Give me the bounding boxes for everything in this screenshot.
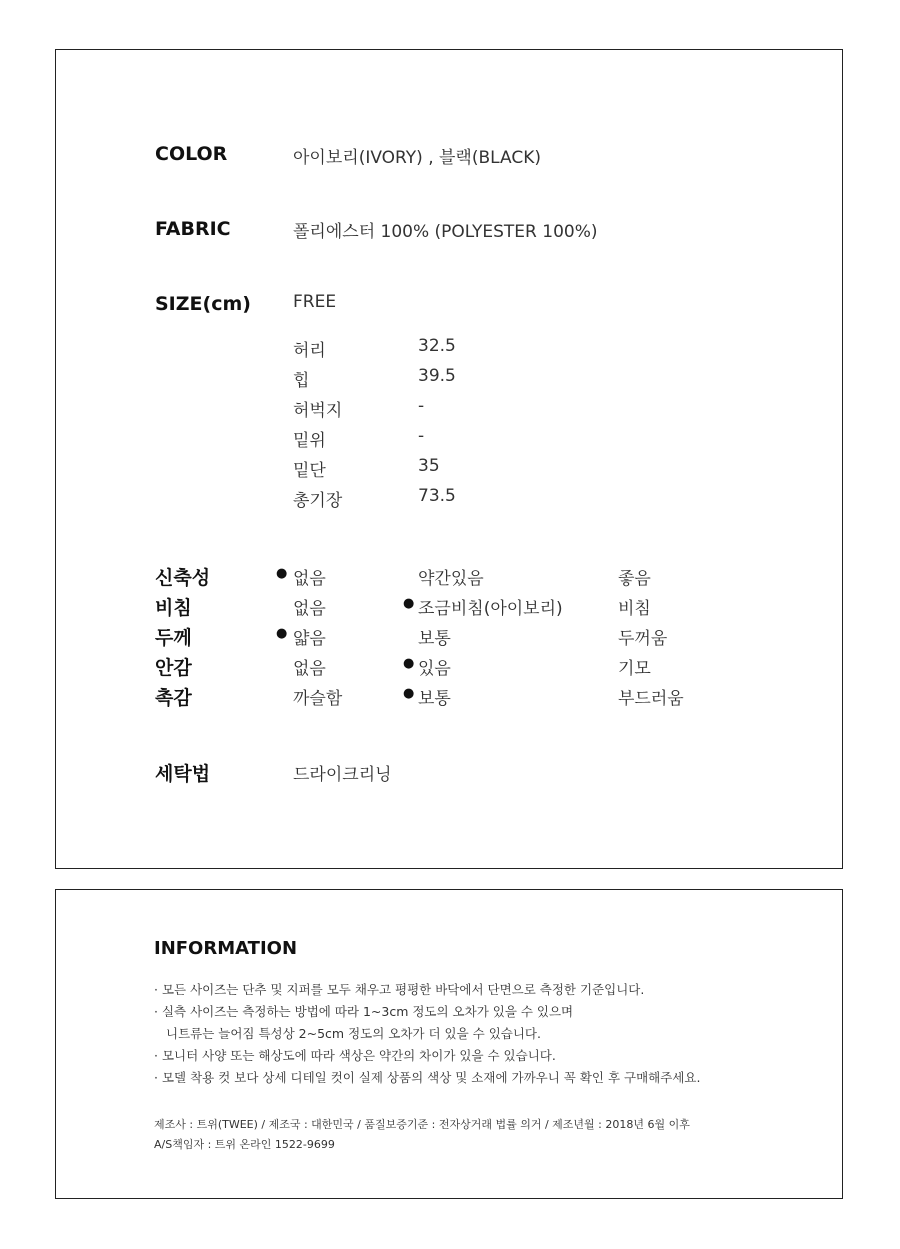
laundry-label: 세탁법 [155, 763, 211, 785]
selected-bullet-icon: ● [403, 686, 415, 701]
attr-label-sheerness: 비침 [155, 597, 192, 619]
fabric-value: 폴리에스터 100% (POLYESTER 100%) [293, 222, 598, 242]
size-row-name: 밑단 [293, 461, 326, 481]
laundry-value: 드라이크리닝 [293, 765, 392, 785]
info-line: 니트류는 늘어짐 특성상 2~5cm 정도의 오차가 더 있을 수 있습니다. [166, 1026, 541, 1041]
attr-option: 없음 [293, 599, 326, 619]
selected-bullet-icon: ● [403, 596, 415, 611]
size-row-value: 73.5 [418, 486, 456, 506]
attr-option: 있음 [418, 659, 451, 679]
info-line: · 모니터 사양 또는 해상도에 따라 색상은 약간의 차이가 있을 수 있습니다. [154, 1048, 556, 1063]
size-row-name: 밑위 [293, 431, 326, 451]
info-line: · 모든 사이즈는 단추 및 지퍼를 모두 채우고 평평한 바닥에서 단면으로 측정한 기준입니다. [154, 982, 645, 997]
size-row-name: 허벅지 [293, 401, 343, 421]
fabric-label: FABRIC [155, 218, 231, 240]
color-value: 아이보리(IVORY) , 블랙(BLACK) [293, 148, 541, 168]
size-row-name: 총기장 [293, 491, 343, 511]
attr-option: 약간있음 [418, 569, 484, 589]
size-type: FREE [293, 292, 337, 312]
info-line: · 모델 착용 컷 보다 상세 디테일 컷이 실제 상품의 색상 및 소재에 가까우니 꼭 확인 후 구매해주세요. [154, 1070, 701, 1085]
size-row-value: 35 [418, 456, 440, 476]
information-title: INFORMATION [154, 938, 298, 959]
manufacturer-info: 제조사 : 트위(TWEE) / 제조국 : 대한민국 / 품질보증기준 : 전자상거래 법률 의거 / 제조년월 : 2018년 6월 이후 [154, 1118, 690, 1131]
selected-bullet-icon: ● [403, 656, 415, 671]
attr-option: 부드러움 [618, 689, 684, 709]
attr-option: 두꺼움 [618, 629, 668, 649]
size-row-value: 39.5 [418, 366, 456, 386]
attr-option: 기모 [618, 659, 651, 679]
size-row-value: 32.5 [418, 336, 456, 356]
size-row-value: - [418, 396, 425, 416]
attr-option: 얇음 [293, 629, 326, 649]
selected-bullet-icon: ● [276, 626, 288, 641]
product-spec-panel [55, 49, 843, 869]
info-line: · 실측 사이즈는 측정하는 방법에 따라 1~3cm 정도의 오차가 있을 수 있으며 [154, 1004, 574, 1019]
attr-option: 없음 [293, 569, 326, 589]
size-row-name: 힙 [293, 371, 310, 391]
as-contact-info: A/S책임자 : 트위 온라인 1522-9699 [154, 1138, 335, 1151]
attr-option: 비침 [618, 599, 651, 619]
attr-option: 없음 [293, 659, 326, 679]
attr-option: 까슬함 [293, 689, 343, 709]
attr-option: 조금비침(아이보리) [418, 599, 563, 619]
attr-option: 보통 [418, 689, 451, 709]
attr-label-stretch: 신축성 [155, 567, 211, 589]
size-row-value: - [418, 426, 425, 446]
information-panel [55, 889, 843, 1199]
attr-label-lining: 안감 [155, 657, 192, 679]
attr-label-thickness: 두께 [155, 627, 192, 649]
size-row-name: 허리 [293, 341, 326, 361]
color-label: COLOR [155, 143, 228, 165]
size-label: SIZE(cm) [155, 293, 251, 315]
selected-bullet-icon: ● [276, 566, 288, 581]
attr-label-texture: 촉감 [155, 687, 192, 709]
attr-option: 좋음 [618, 569, 651, 589]
attr-option: 보통 [418, 629, 451, 649]
